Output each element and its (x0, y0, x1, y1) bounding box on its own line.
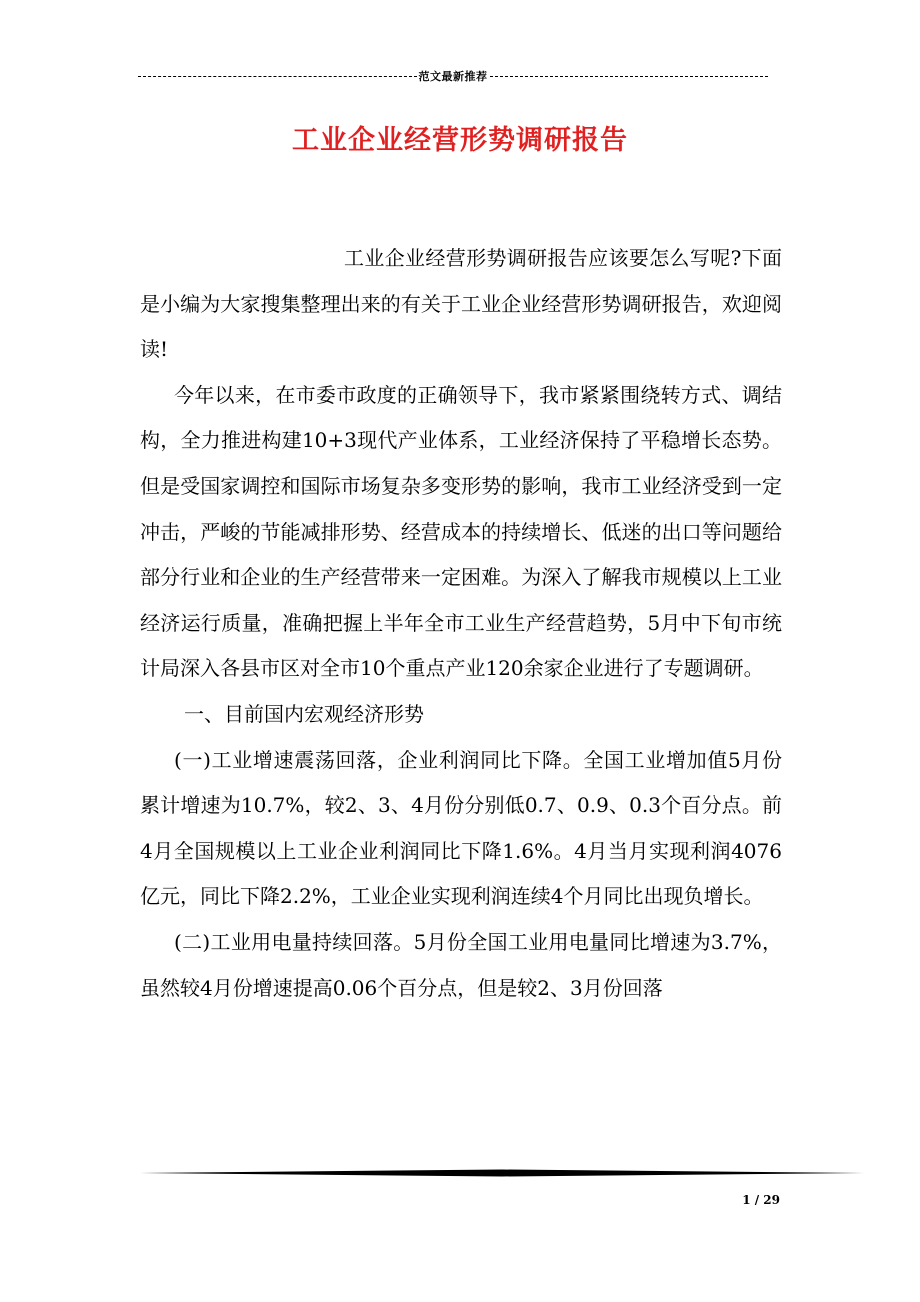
document-body (140, 236, 782, 1011)
body-paragraph: 今年以来，在市委市政度的正确领导下，我市紧紧围绕转方式、调结构，全力推进构建10+3现代产业体系，工业经济保持了平稳增长态势。但是受国家调控和国际市场复杂多变形势的影响，我市工业经济受到一定冲击，严峻的节能减排形势、经营成本的持续增长、低迷的出口等问题给部分行业和企业的生产经营带来一定困难。为深入了解我市规模以上工业经济运行质量，准确把握上半年全市工业生产经营趋势，5月中下旬市统计局深入各县市区对全市10个重点产业120余家企业进行了专题调研。 (140, 382, 782, 681)
section-heading: 一、目前国内宏观经济形势 (184, 701, 424, 726)
intro-paragraph: 工业企业经营形势调研报告应该要怎么写呢?下面是小编为大家搜集整理出来的有关于工业企业经营形势调研报告，欢迎阅读! (140, 246, 782, 362)
page-header (138, 68, 768, 84)
header-label: 范文最新推荐 (418, 70, 488, 83)
header-dash-right (490, 76, 769, 77)
subsection-paragraph: (一)工业增速震荡回落，企业利润同比下降。全国工业增加值5月份累计增速为10.7%，较2、3、4月份分别低0.7、0.9、0.3个百分点。前4月全国规模以上工业企业利润同比下降1.6%。4月当月实现利润4076亿元，同比下降2.2%，工业企业实现利润连续4个月同比出现负增长。 (140, 747, 782, 909)
document-title: 工业企业经营形势调研报告 (292, 125, 628, 156)
header-dash-left (138, 76, 417, 77)
page-number: 1 / 29 (742, 1193, 780, 1207)
subsection-paragraph: (二)工业用电量持续回落。5月份全国工业用电量同比增速为3.7%，虽然较4月份增速提高0.06个百分点，但是较2、3月份回落 (140, 929, 782, 1000)
footer-rule (140, 1168, 864, 1178)
